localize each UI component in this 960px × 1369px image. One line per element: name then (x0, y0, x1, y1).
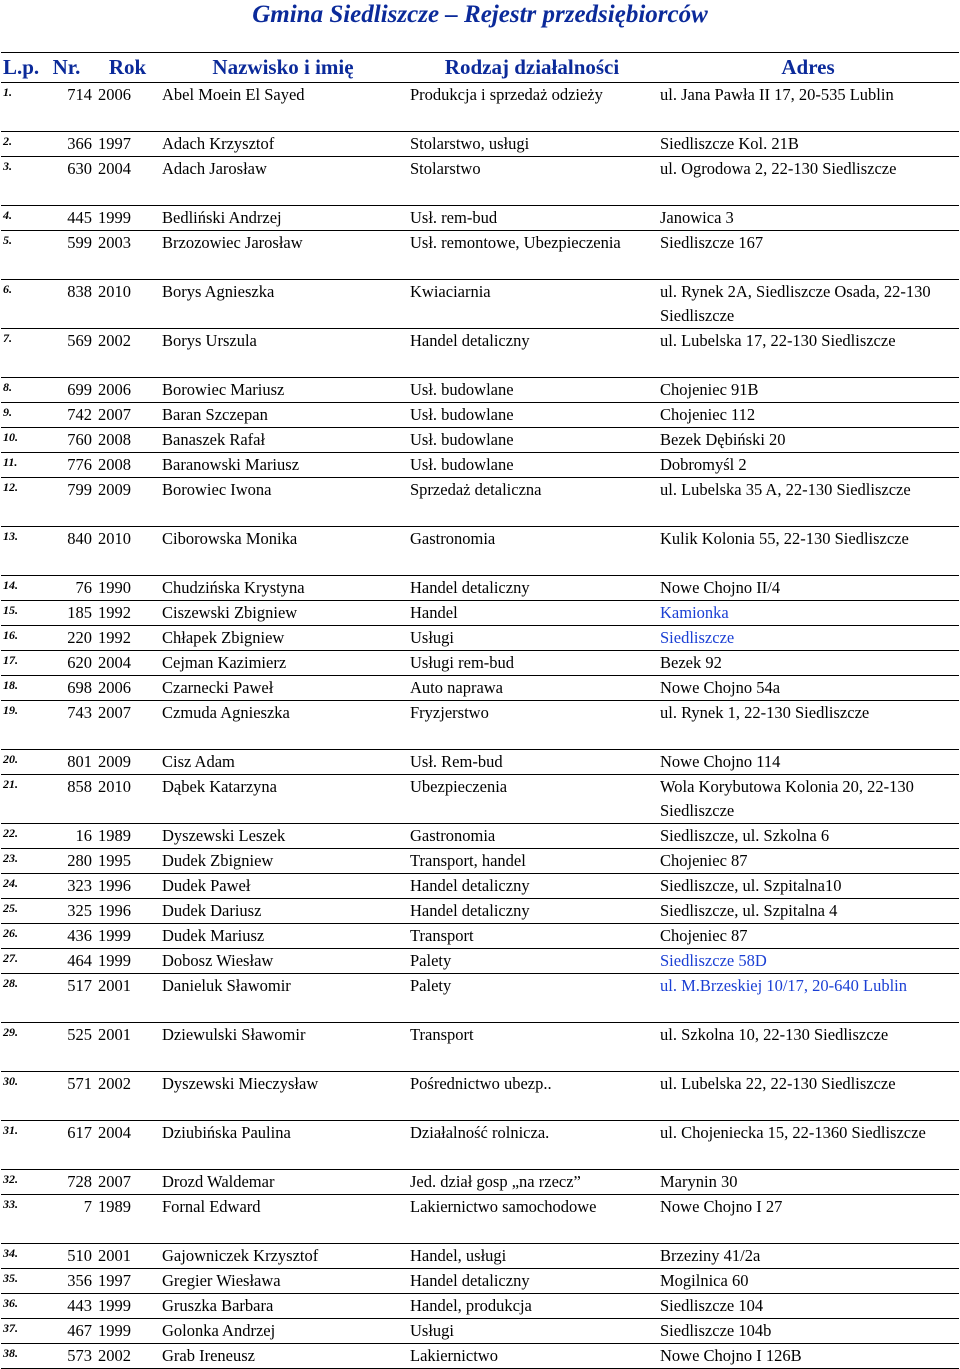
row-lp: 17. (1, 651, 37, 676)
row-lp: 14. (1, 576, 37, 601)
row-nr: 517 (37, 974, 96, 1023)
row-activity: Usł. remontowe, Ubezpieczenia (407, 231, 657, 280)
row-address: Chojeniec 112 (657, 403, 959, 428)
row-nr: 573 (37, 1344, 96, 1369)
row-name: Borys Urszula (159, 329, 407, 378)
table-row (1, 651, 959, 676)
row-rok: 2010 (96, 527, 159, 576)
row-lp: 5. (1, 231, 37, 280)
table-row (1, 974, 959, 1023)
row-activity: Auto naprawa (407, 676, 657, 701)
table-row (1, 924, 959, 949)
row-rok: 1992 (96, 601, 159, 626)
row-nr: 464 (37, 949, 96, 974)
row-lp: 22. (1, 824, 37, 849)
row-address: Chojeniec 87 (657, 849, 959, 874)
row-rok: 2001 (96, 1244, 159, 1269)
row-rok: 2010 (96, 775, 159, 824)
row-nr: 630 (37, 157, 96, 206)
row-name: Ciborowska Monika (159, 527, 407, 576)
row-activity: Palety (407, 949, 657, 974)
row-nr: 76 (37, 576, 96, 601)
row-name: Golonka Andrzej (159, 1319, 407, 1344)
row-address: Siedliszcze, ul. Szkolna 6 (657, 824, 959, 849)
row-nr: 699 (37, 378, 96, 403)
row-lp: 2. (1, 132, 37, 157)
row-nr: 569 (37, 329, 96, 378)
row-rok: 1995 (96, 849, 159, 874)
row-rok: 2007 (96, 403, 159, 428)
row-rok: 1989 (96, 1195, 159, 1244)
row-rok: 1999 (96, 1319, 159, 1344)
row-activity: Usł. Rem-bud (407, 750, 657, 775)
row-activity: Handel, usługi (407, 1244, 657, 1269)
row-name: Borowiec Mariusz (159, 378, 407, 403)
row-address: Nowe Chojno 54a (657, 676, 959, 701)
row-lp: 21. (1, 775, 37, 824)
row-name: Ciszewski Zbigniew (159, 601, 407, 626)
row-rok: 2004 (96, 1121, 159, 1170)
row-activity: Lakiernictwo (407, 1344, 657, 1369)
row-nr: 467 (37, 1319, 96, 1344)
row-activity: Handel detaliczny (407, 1269, 657, 1294)
table-row (1, 329, 959, 378)
row-name: Grab Ireneusz (159, 1344, 407, 1369)
row-name: Chudzińska Krystyna (159, 576, 407, 601)
row-lp: 11. (1, 453, 37, 478)
row-lp: 6. (1, 280, 37, 329)
row-address: Siedliszcze 104b (657, 1319, 959, 1344)
row-name: Dudek Paweł (159, 874, 407, 899)
row-address: ul. Rynek 2A, Siedliszcze Osada, 22-130 Siedliszcze (657, 280, 959, 329)
row-address: Mogilnica 60 (657, 1269, 959, 1294)
row-activity: Handel detaliczny (407, 899, 657, 924)
row-lp: 13. (1, 527, 37, 576)
row-rok: 2004 (96, 157, 159, 206)
row-name: Dziewulski Sławomir (159, 1023, 407, 1072)
table-row (1, 576, 959, 601)
row-rok: 1999 (96, 1294, 159, 1319)
row-address: Chojeniec 91B (657, 378, 959, 403)
row-activity: Gastronomia (407, 824, 657, 849)
row-address: Marynin 30 (657, 1170, 959, 1195)
row-name: Borowiec Iwona (159, 478, 407, 527)
table-row (1, 206, 959, 231)
row-nr: 280 (37, 849, 96, 874)
row-lp: 38. (1, 1344, 37, 1369)
row-address: Janowica 3 (657, 206, 959, 231)
row-address: Kamionka (657, 601, 959, 626)
row-address: Brzeziny 41/2a (657, 1244, 959, 1269)
row-address: Nowe Chojno I 126B (657, 1344, 959, 1369)
row-nr: 617 (37, 1121, 96, 1170)
row-rok: 2003 (96, 231, 159, 280)
row-address: Siedliszcze 167 (657, 231, 959, 280)
row-address: ul. Jana Pawła II 17, 20-535 Lublin (657, 83, 959, 132)
row-address: Siedliszcze, ul. Szpitalna10 (657, 874, 959, 899)
table-row (1, 1023, 959, 1072)
row-rok: 1992 (96, 626, 159, 651)
row-lp: 9. (1, 403, 37, 428)
table-row (1, 378, 959, 403)
row-name: Czarnecki Paweł (159, 676, 407, 701)
row-activity: Działalność rolnicza. (407, 1121, 657, 1170)
row-name: Banaszek Rafał (159, 428, 407, 453)
row-activity: Usł. budowlane (407, 403, 657, 428)
row-nr: 571 (37, 1072, 96, 1121)
table-row (1, 157, 959, 206)
row-nr: 776 (37, 453, 96, 478)
row-lp: 23. (1, 849, 37, 874)
row-rok: 1999 (96, 206, 159, 231)
row-nr: 801 (37, 750, 96, 775)
row-address: Bezek Dębiński 20 (657, 428, 959, 453)
row-address: Dobromyśl 2 (657, 453, 959, 478)
row-address: Siedliszcze, ul. Szpitalna 4 (657, 899, 959, 924)
row-rok: 2007 (96, 1170, 159, 1195)
row-name: Abel Moein El Sayed (159, 83, 407, 132)
row-lp: 33. (1, 1195, 37, 1244)
row-nr: 698 (37, 676, 96, 701)
row-address: ul. Lubelska 22, 22-130 Siedliszcze (657, 1072, 959, 1121)
row-rok: 1996 (96, 874, 159, 899)
row-address: ul. Chojeniecka 15, 22-1360 Siedliszcze (657, 1121, 959, 1170)
row-nr: 7 (37, 1195, 96, 1244)
table-row (1, 1344, 959, 1369)
row-address: Siedliszcze 58D (657, 949, 959, 974)
row-activity: Sprzedaż detaliczna (407, 478, 657, 527)
row-activity: Pośrednictwo ubezp.. (407, 1072, 657, 1121)
table-row (1, 428, 959, 453)
row-rok: 2001 (96, 974, 159, 1023)
row-lp: 19. (1, 701, 37, 750)
row-rok: 2004 (96, 651, 159, 676)
row-name: Borys Agnieszka (159, 280, 407, 329)
row-address: Wola Korybutowa Kolonia 20, 22-130 Siedliszcze (657, 775, 959, 824)
table-row (1, 1170, 959, 1195)
row-rok: 2002 (96, 1072, 159, 1121)
page-title: Gmina Siedliszcze – Rejestr przedsiębiorców (252, 1, 708, 28)
row-rok: 2009 (96, 478, 159, 527)
row-activity: Handel, produkcja (407, 1294, 657, 1319)
row-nr: 728 (37, 1170, 96, 1195)
row-address: Nowe Chojno I 27 (657, 1195, 959, 1244)
table-row (1, 701, 959, 750)
row-lp: 35. (1, 1269, 37, 1294)
row-name: Gajowniczek Krzysztof (159, 1244, 407, 1269)
row-rok: 1997 (96, 1269, 159, 1294)
column-header-nr: Nr. (37, 53, 96, 83)
row-activity: Usł. budowlane (407, 428, 657, 453)
row-activity: Handel detaliczny (407, 874, 657, 899)
column-header-rok: Rok (96, 53, 159, 83)
row-name: Cejman Kazimierz (159, 651, 407, 676)
row-activity: Transport, handel (407, 849, 657, 874)
row-name: Chłapek Zbigniew (159, 626, 407, 651)
column-header-name: Nazwisko i imię (159, 53, 407, 83)
row-lp: 4. (1, 206, 37, 231)
row-lp: 25. (1, 899, 37, 924)
row-activity: Ubezpieczenia (407, 775, 657, 824)
row-nr: 220 (37, 626, 96, 651)
table-row (1, 83, 959, 132)
table-row (1, 824, 959, 849)
row-name: Cisz Adam (159, 750, 407, 775)
row-nr: 356 (37, 1269, 96, 1294)
row-name: Bedliński Andrzej (159, 206, 407, 231)
table-row (1, 132, 959, 157)
row-rok: 2008 (96, 428, 159, 453)
table-row (1, 775, 959, 824)
table-row (1, 527, 959, 576)
row-nr: 436 (37, 924, 96, 949)
row-rok: 2006 (96, 378, 159, 403)
table-row (1, 949, 959, 974)
row-activity: Usł. budowlane (407, 453, 657, 478)
row-lp: 12. (1, 478, 37, 527)
row-lp: 18. (1, 676, 37, 701)
row-address: Siedliszcze Kol. 21B (657, 132, 959, 157)
row-address: Bezek 92 (657, 651, 959, 676)
row-lp: 30. (1, 1072, 37, 1121)
row-nr: 620 (37, 651, 96, 676)
row-address: ul. Lubelska 35 A, 22-130 Siedliszcze (657, 478, 959, 527)
column-header-activity: Rodzaj działalności (407, 53, 657, 83)
header-row (1, 53, 959, 83)
row-name: Gregier Wiesława (159, 1269, 407, 1294)
row-rok: 2002 (96, 329, 159, 378)
row-nr: 714 (37, 83, 96, 132)
row-nr: 525 (37, 1023, 96, 1072)
row-name: Adach Krzysztof (159, 132, 407, 157)
row-name: Brzozowiec Jarosław (159, 231, 407, 280)
row-name: Danieluk Sławomir (159, 974, 407, 1023)
row-activity: Usługi rem-bud (407, 651, 657, 676)
row-nr: 16 (37, 824, 96, 849)
column-header-lp: L.p. (1, 53, 37, 83)
row-name: Gruszka Barbara (159, 1294, 407, 1319)
row-nr: 323 (37, 874, 96, 899)
table-row (1, 231, 959, 280)
row-address: Kulik Kolonia 55, 22-130 Siedliszcze (657, 527, 959, 576)
table-row (1, 1121, 959, 1170)
row-activity: Produkcja i sprzedaż odzieży (407, 83, 657, 132)
row-activity: Usł. rem-bud (407, 206, 657, 231)
row-name: Dobosz Wiesław (159, 949, 407, 974)
row-rok: 2009 (96, 750, 159, 775)
row-nr: 838 (37, 280, 96, 329)
row-lp: 32. (1, 1170, 37, 1195)
row-address: Nowe Chojno II/4 (657, 576, 959, 601)
table-row (1, 676, 959, 701)
row-name: Dyszewski Leszek (159, 824, 407, 849)
row-activity: Handel detaliczny (407, 576, 657, 601)
row-address: ul. Szkolna 10, 22-130 Siedliszcze (657, 1023, 959, 1072)
row-activity: Handel detaliczny (407, 329, 657, 378)
table-row (1, 1269, 959, 1294)
row-nr: 742 (37, 403, 96, 428)
row-activity: Stolarstwo (407, 157, 657, 206)
row-rok: 1999 (96, 924, 159, 949)
row-nr: 743 (37, 701, 96, 750)
row-rok: 2006 (96, 676, 159, 701)
table-row (1, 1195, 959, 1244)
row-activity: Usł. budowlane (407, 378, 657, 403)
row-address: Chojeniec 87 (657, 924, 959, 949)
table-row (1, 1072, 959, 1121)
table-row (1, 453, 959, 478)
row-rok: 2008 (96, 453, 159, 478)
row-nr: 185 (37, 601, 96, 626)
row-activity: Transport (407, 1023, 657, 1072)
row-name: Dudek Dariusz (159, 899, 407, 924)
row-lp: 1. (1, 83, 37, 132)
row-rok: 1997 (96, 132, 159, 157)
row-address: ul. Ogrodowa 2, 22-130 Siedliszcze (657, 157, 959, 206)
row-lp: 27. (1, 949, 37, 974)
row-lp: 29. (1, 1023, 37, 1072)
row-address: ul. Lubelska 17, 22-130 Siedliszcze (657, 329, 959, 378)
row-lp: 8. (1, 378, 37, 403)
row-lp: 28. (1, 974, 37, 1023)
row-name: Dudek Mariusz (159, 924, 407, 949)
row-nr: 366 (37, 132, 96, 157)
row-nr: 443 (37, 1294, 96, 1319)
row-name: Czmuda Agnieszka (159, 701, 407, 750)
row-rok: 2007 (96, 701, 159, 750)
row-rok: 2006 (96, 83, 159, 132)
row-lp: 31. (1, 1121, 37, 1170)
row-name: Dziubińska Paulina (159, 1121, 407, 1170)
row-name: Baranowski Mariusz (159, 453, 407, 478)
row-nr: 760 (37, 428, 96, 453)
table-row (1, 403, 959, 428)
row-rok: 2002 (96, 1344, 159, 1369)
row-nr: 799 (37, 478, 96, 527)
table-row (1, 849, 959, 874)
table-row (1, 750, 959, 775)
row-name: Adach Jarosław (159, 157, 407, 206)
row-activity: Palety (407, 974, 657, 1023)
row-address: Siedliszcze (657, 626, 959, 651)
row-lp: 20. (1, 750, 37, 775)
row-activity: Gastronomia (407, 527, 657, 576)
row-activity: Handel (407, 601, 657, 626)
row-nr: 599 (37, 231, 96, 280)
row-name: Baran Szczepan (159, 403, 407, 428)
row-lp: 24. (1, 874, 37, 899)
table-row (1, 1319, 959, 1344)
row-nr: 858 (37, 775, 96, 824)
row-activity: Usługi (407, 1319, 657, 1344)
row-lp: 7. (1, 329, 37, 378)
table-row (1, 899, 959, 924)
row-activity: Stolarstwo, usługi (407, 132, 657, 157)
row-lp: 15. (1, 601, 37, 626)
row-lp: 10. (1, 428, 37, 453)
row-address: Siedliszcze 104 (657, 1294, 959, 1319)
row-nr: 840 (37, 527, 96, 576)
register-table (1, 52, 959, 1369)
row-lp: 26. (1, 924, 37, 949)
row-name: Dyszewski Mieczysław (159, 1072, 407, 1121)
row-rok: 2010 (96, 280, 159, 329)
row-lp: 36. (1, 1294, 37, 1319)
table-row (1, 1244, 959, 1269)
row-name: Drozd Waldemar (159, 1170, 407, 1195)
row-name: Dudek Zbigniew (159, 849, 407, 874)
row-activity: Lakiernictwo samochodowe (407, 1195, 657, 1244)
table-row (1, 601, 959, 626)
table-row (1, 280, 959, 329)
row-rok: 1999 (96, 949, 159, 974)
table-row (1, 1294, 959, 1319)
row-activity: Kwiaciarnia (407, 280, 657, 329)
row-nr: 325 (37, 899, 96, 924)
column-header-address: Adres (657, 53, 959, 83)
table-row (1, 478, 959, 527)
row-rok: 1989 (96, 824, 159, 849)
row-activity: Usługi (407, 626, 657, 651)
row-address: Nowe Chojno 114 (657, 750, 959, 775)
row-name: Dąbek Katarzyna (159, 775, 407, 824)
row-lp: 34. (1, 1244, 37, 1269)
row-rok: 1996 (96, 899, 159, 924)
row-lp: 3. (1, 157, 37, 206)
table-row (1, 874, 959, 899)
table-row (1, 626, 959, 651)
row-nr: 445 (37, 206, 96, 231)
row-rok: 1990 (96, 576, 159, 601)
row-rok: 2001 (96, 1023, 159, 1072)
row-lp: 37. (1, 1319, 37, 1344)
row-nr: 510 (37, 1244, 96, 1269)
row-address: ul. Rynek 1, 22-130 Siedliszcze (657, 701, 959, 750)
row-activity: Fryzjerstwo (407, 701, 657, 750)
row-name: Fornal Edward (159, 1195, 407, 1244)
row-activity: Jed. dział gosp „na rzecz” (407, 1170, 657, 1195)
row-activity: Transport (407, 924, 657, 949)
row-address: ul. M.Brzeskiej 10/17, 20-640 Lublin (657, 974, 959, 1023)
row-lp: 16. (1, 626, 37, 651)
